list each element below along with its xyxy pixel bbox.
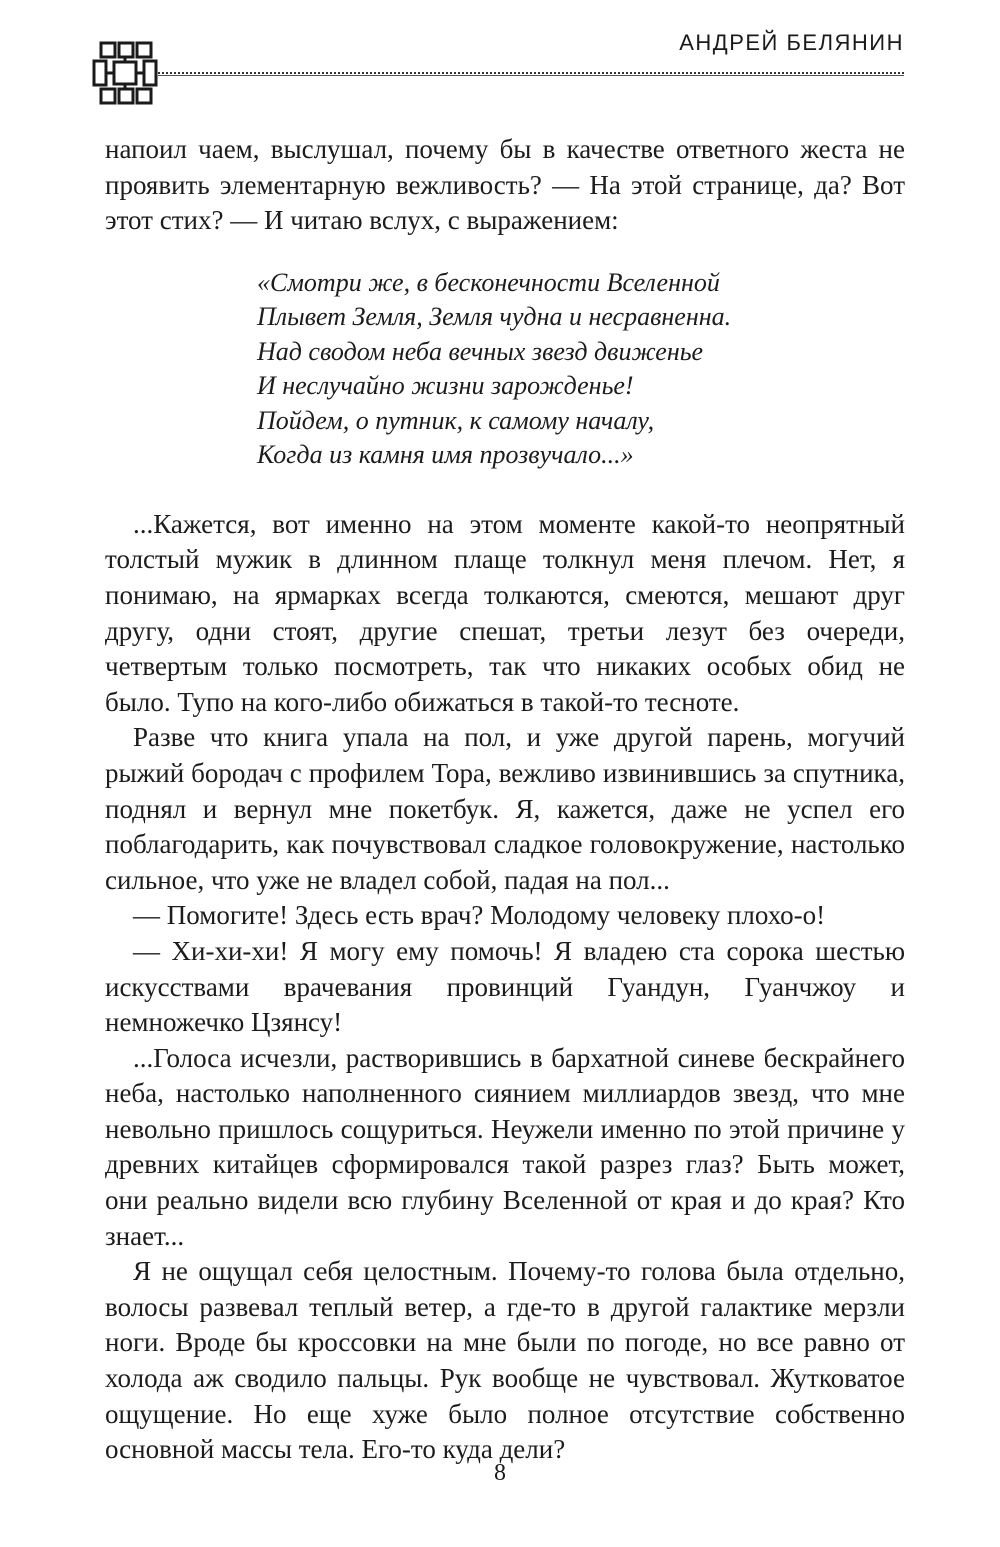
poem-line: Плывет Земля, Земля чудна и несравненна. <box>257 302 732 332</box>
running-header <box>0 0 1000 110</box>
dialogue-line: — Хи-хи-хи! Я могу ему помочь! Я владею ста сорока шестью искусствами врачевания провинций Гуандун, Гуанчжоу и немножечко Цзянсу! <box>105 935 905 1038</box>
header-divider-line <box>158 75 904 76</box>
page-body <box>105 132 905 1468</box>
header-divider <box>158 72 904 74</box>
poem-line: Над сводом неба вечных звезд движенье <box>257 336 704 366</box>
poem-block <box>257 266 905 473</box>
poem-line: Когда из камня имя прозвучало...» <box>257 440 634 470</box>
running-header-author: АНДРЕЙ БЕЛЯНИН <box>679 30 904 55</box>
paragraph: Разве что книга упала на пол, и уже другой парень, могучий рыжий бородач с профилем Тора, вежливо извинившись за спутника, поднял и вернул мне покетбук. Я, кажется, даже не успел его поблагодарить, как почувствовал сладкое головокружение, настолько сильное, что уже не владел собой, падая на пол... <box>105 722 905 895</box>
paragraph-intro: напоил чаем, выслушал, почему бы в качестве ответного жеста не проявить элементарную вежливость? — На этой странице, да? Вот этот стих? — И читаю вслух, с выражением: <box>105 134 905 236</box>
poem-line: «Смотри же, в бесконечности Вселенной <box>257 267 720 297</box>
paragraph: Я не ощущал себя целостным. Почему-то голова была отдельно, волосы развевал теплый ветер, а где-то в другой галактике мерзли ноги. Вроде бы кроссовки на мне были по погоде, но все равно от холода аж сводило пальцы. Рук вообще не чувствовал. Жутковатое ощущение. Но еще хуже было полное отсутствие собственно основной массы тела. Его-то куда дели? <box>105 1256 905 1465</box>
poem-line: И неслучайно жизни зарожденье! <box>257 371 634 401</box>
page-number: 8 <box>494 1460 506 1486</box>
paragraph: ...Голоса исчезли, растворившись в бархатной синеве бескрайнего неба, настолько наполненного сиянием миллиардов звезд, что мне невольно пришлось сощуриться. Неужели именно по этой причине у древних китайцев сформировался такой разрез глаз? Быть может, они реально видели всю глубину Вселенной от края и до края? Кто знает... <box>105 1042 905 1251</box>
poem-line: Пойдем, о путник, к самому началу, <box>257 405 655 435</box>
knot-ornament-icon <box>92 40 158 106</box>
paragraph: ...Кажется, вот именно на этом моменте какой-то неопрятный толстый мужик в длинном плаще толкнул меня плечом. Нет, я понимаю, на ярмарках всегда толкаются, смеются, мешают друг другу, одни стоят, другие спешат, третьи лезут без очереди, четвертым только посмотреть, так что никаких особых обид не было. Тупо на кого-либо обижаться в такой-то тесноте. <box>105 508 905 717</box>
dialogue-line: — Помогите! Здесь есть врач? Молодому человеку плохо-о! <box>133 900 826 931</box>
